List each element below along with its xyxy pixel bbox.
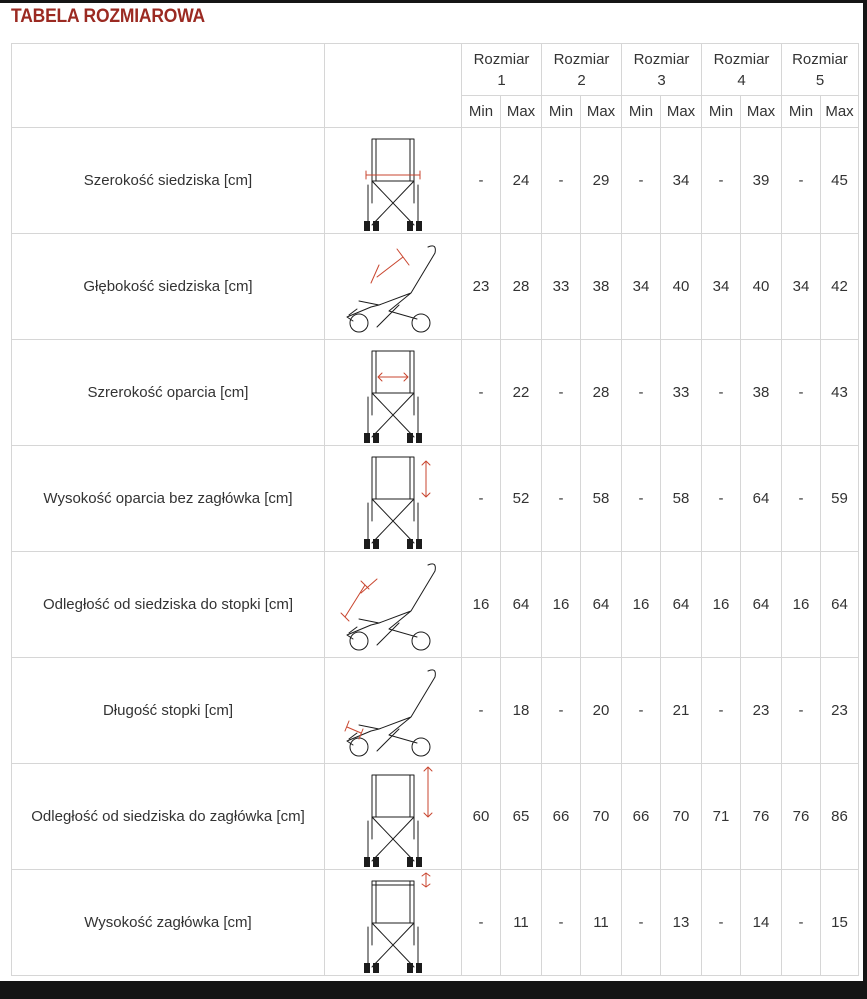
max-value-cell: 14 bbox=[741, 870, 782, 976]
max-value-cell: 33 bbox=[661, 340, 702, 446]
max-value-cell: 64 bbox=[661, 552, 702, 658]
min-value-cell: - bbox=[462, 870, 501, 976]
min-header: Min bbox=[702, 96, 741, 128]
max-value-cell: 64 bbox=[821, 552, 859, 658]
max-value-cell: 45 bbox=[821, 128, 859, 234]
max-header: Max bbox=[501, 96, 542, 128]
measurement-diagram-cell bbox=[325, 128, 462, 234]
measurement-diagram-cell bbox=[325, 234, 462, 340]
size-header-5 bbox=[782, 44, 859, 96]
min-value-cell: - bbox=[622, 340, 661, 446]
max-value-cell: 11 bbox=[581, 870, 622, 976]
max-value-cell: 11 bbox=[501, 870, 542, 976]
size-header-text: Rozmiar bbox=[713, 50, 770, 68]
size-chart-table bbox=[11, 43, 859, 976]
min-value-cell: - bbox=[622, 658, 661, 764]
max-value-cell: 24 bbox=[501, 128, 542, 234]
max-value-cell: 58 bbox=[661, 446, 702, 552]
max-value-cell: 39 bbox=[741, 128, 782, 234]
table-row bbox=[12, 552, 859, 658]
max-value-cell: 65 bbox=[501, 764, 542, 870]
front-view-seat-width-icon bbox=[333, 129, 453, 233]
measurement-diagram-cell bbox=[325, 764, 462, 870]
max-value-cell: 70 bbox=[581, 764, 622, 870]
right-edge-bar bbox=[863, 0, 867, 999]
page-title: TABELA ROZMIAROWA bbox=[11, 6, 205, 27]
min-value-cell: 34 bbox=[782, 234, 821, 340]
measurement-label: Wysokość zagłówka [cm] bbox=[12, 870, 325, 976]
min-header: Min bbox=[542, 96, 581, 128]
min-value-cell: 23 bbox=[462, 234, 501, 340]
min-value-cell: - bbox=[622, 446, 661, 552]
min-value-cell: - bbox=[542, 658, 581, 764]
min-value-cell: - bbox=[542, 870, 581, 976]
min-value-cell: 76 bbox=[782, 764, 821, 870]
max-value-cell: 13 bbox=[661, 870, 702, 976]
min-value-cell: 34 bbox=[702, 234, 741, 340]
front-view-headrest-height-icon bbox=[333, 871, 453, 975]
max-value-cell: 34 bbox=[661, 128, 702, 234]
min-header: Min bbox=[462, 96, 501, 128]
max-value-cell: 76 bbox=[741, 764, 782, 870]
measurement-diagram-cell bbox=[325, 446, 462, 552]
size-header-number: 2 bbox=[577, 71, 586, 89]
measurement-diagram-cell bbox=[325, 870, 462, 976]
table-row bbox=[12, 870, 859, 976]
measurement-diagram-cell bbox=[325, 340, 462, 446]
max-header: Max bbox=[821, 96, 859, 128]
min-value-cell: - bbox=[622, 870, 661, 976]
measurement-label: Głębokość siedziska [cm] bbox=[12, 234, 325, 340]
max-value-cell: 15 bbox=[821, 870, 859, 976]
min-value-cell: 16 bbox=[782, 552, 821, 658]
measurement-diagram-cell bbox=[325, 658, 462, 764]
table-row bbox=[12, 340, 859, 446]
min-value-cell: - bbox=[702, 870, 741, 976]
max-value-cell: 23 bbox=[821, 658, 859, 764]
max-value-cell: 64 bbox=[741, 552, 782, 658]
measurement-label: Odległość od siedziska do stopki [cm] bbox=[12, 552, 325, 658]
max-value-cell: 28 bbox=[581, 340, 622, 446]
front-view-backrest-height-icon bbox=[333, 447, 453, 551]
max-value-cell: 18 bbox=[501, 658, 542, 764]
table-row bbox=[12, 128, 859, 234]
size-header-number: 4 bbox=[737, 71, 746, 89]
bottom-edge-bar bbox=[0, 981, 867, 999]
side-view-seat-depth-icon bbox=[333, 235, 453, 339]
empty-header-icon-cell bbox=[325, 44, 462, 128]
max-value-cell: 40 bbox=[741, 234, 782, 340]
size-header-text: Rozmiar bbox=[792, 50, 848, 68]
max-value-cell: 64 bbox=[581, 552, 622, 658]
measurement-label: Wysokość oparcia bez zagłówka [cm] bbox=[12, 446, 325, 552]
max-value-cell: 43 bbox=[821, 340, 859, 446]
min-value-cell: 34 bbox=[622, 234, 661, 340]
size-header-4 bbox=[702, 44, 782, 96]
min-value-cell: - bbox=[782, 128, 821, 234]
measurement-label: Szrerokość oparcia [cm] bbox=[12, 340, 325, 446]
max-value-cell: 20 bbox=[581, 658, 622, 764]
min-header: Min bbox=[782, 96, 821, 128]
min-value-cell: 16 bbox=[622, 552, 661, 658]
min-value-cell: 33 bbox=[542, 234, 581, 340]
min-value-cell: - bbox=[702, 446, 741, 552]
max-value-cell: 38 bbox=[581, 234, 622, 340]
max-value-cell: 52 bbox=[501, 446, 542, 552]
side-view-footrest-length-icon bbox=[333, 659, 453, 763]
max-value-cell: 29 bbox=[581, 128, 622, 234]
min-value-cell: - bbox=[782, 446, 821, 552]
table-row bbox=[12, 764, 859, 870]
size-header-1 bbox=[462, 44, 542, 96]
measurement-diagram-cell bbox=[325, 552, 462, 658]
min-value-cell: - bbox=[782, 340, 821, 446]
min-value-cell: 66 bbox=[622, 764, 661, 870]
size-header-2 bbox=[542, 44, 622, 96]
max-value-cell: 23 bbox=[741, 658, 782, 764]
min-header: Min bbox=[622, 96, 661, 128]
min-value-cell: - bbox=[782, 870, 821, 976]
max-value-cell: 70 bbox=[661, 764, 702, 870]
measurement-label: Szerokość siedziska [cm] bbox=[12, 128, 325, 234]
empty-header-label-cell bbox=[12, 44, 325, 128]
min-value-cell: - bbox=[622, 128, 661, 234]
size-header-row bbox=[12, 44, 859, 96]
measurement-label: Odległość od siedziska do zagłówka [cm] bbox=[12, 764, 325, 870]
side-view-seat-to-footrest-icon bbox=[333, 553, 453, 657]
min-value-cell: - bbox=[462, 446, 501, 552]
max-value-cell: 21 bbox=[661, 658, 702, 764]
min-value-cell: - bbox=[782, 658, 821, 764]
max-value-cell: 40 bbox=[661, 234, 702, 340]
max-value-cell: 64 bbox=[501, 552, 542, 658]
max-value-cell: 64 bbox=[741, 446, 782, 552]
min-value-cell: - bbox=[462, 340, 501, 446]
max-value-cell: 58 bbox=[581, 446, 622, 552]
max-value-cell: 28 bbox=[501, 234, 542, 340]
table-row bbox=[12, 658, 859, 764]
max-header: Max bbox=[661, 96, 702, 128]
size-header-number: 1 bbox=[497, 71, 506, 89]
size-header-text: Rozmiar bbox=[633, 50, 690, 68]
max-value-cell: 42 bbox=[821, 234, 859, 340]
size-header-number: 3 bbox=[657, 71, 666, 89]
measurement-label: Długość stopki [cm] bbox=[12, 658, 325, 764]
table-row bbox=[12, 446, 859, 552]
max-value-cell: 86 bbox=[821, 764, 859, 870]
min-value-cell: - bbox=[542, 340, 581, 446]
min-value-cell: 66 bbox=[542, 764, 581, 870]
max-header: Max bbox=[741, 96, 782, 128]
min-value-cell: 16 bbox=[542, 552, 581, 658]
min-value-cell: 60 bbox=[462, 764, 501, 870]
min-value-cell: 16 bbox=[702, 552, 741, 658]
size-header-number: 5 bbox=[815, 71, 825, 89]
min-value-cell: 71 bbox=[702, 764, 741, 870]
min-value-cell: - bbox=[702, 128, 741, 234]
min-value-cell: 16 bbox=[462, 552, 501, 658]
size-header-text: Rozmiar bbox=[473, 50, 530, 68]
min-value-cell: - bbox=[702, 340, 741, 446]
front-view-seat-to-headrest-icon bbox=[333, 765, 453, 869]
size-header-3 bbox=[622, 44, 702, 96]
table-row bbox=[12, 234, 859, 340]
max-value-cell: 59 bbox=[821, 446, 859, 552]
top-edge-bar bbox=[0, 0, 867, 3]
max-value-cell: 22 bbox=[501, 340, 542, 446]
max-header: Max bbox=[581, 96, 622, 128]
min-value-cell: - bbox=[462, 128, 501, 234]
min-value-cell: - bbox=[542, 128, 581, 234]
min-value-cell: - bbox=[542, 446, 581, 552]
front-view-backrest-width-icon bbox=[333, 341, 453, 445]
min-value-cell: - bbox=[462, 658, 501, 764]
max-value-cell: 38 bbox=[741, 340, 782, 446]
min-value-cell: - bbox=[702, 658, 741, 764]
size-header-text: Rozmiar bbox=[553, 50, 610, 68]
